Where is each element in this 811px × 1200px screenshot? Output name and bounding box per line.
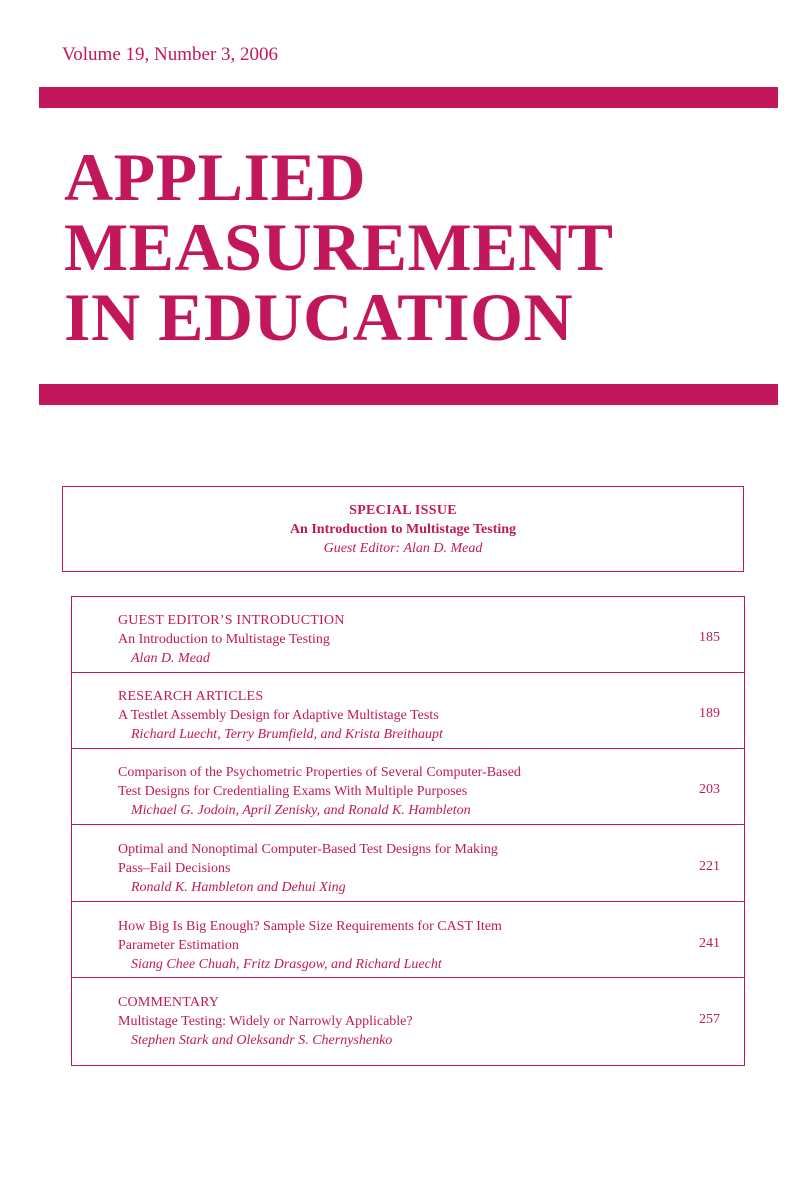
toc-article-authors: Alan D. Mead (131, 651, 210, 666)
toc-article-title: Pass–Fail Decisions (118, 861, 231, 876)
toc-page-number: 221 (699, 859, 720, 874)
special-issue-box (62, 486, 744, 572)
special-issue-heading: SPECIAL ISSUE (349, 503, 457, 518)
journal-title-line-3: IN EDUCATION (64, 279, 574, 355)
toc-article-authors: Ronald K. Hambleton and Dehui Xing (131, 880, 346, 895)
toc-article-authors: Stephen Stark and Oleksandr S. Chernyshenko (131, 1033, 393, 1048)
guest-editor: Guest Editor: Alan D. Mead (323, 541, 483, 556)
toc-page-number: 203 (699, 782, 720, 797)
toc-entry (72, 673, 744, 749)
toc-page-number: 241 (699, 936, 720, 951)
toc-article-authors: Richard Luecht, Terry Brumfield, and Krista Breithaupt (131, 727, 443, 742)
toc-article-title: A Testlet Assembly Design for Adaptive Multistage Tests (118, 708, 439, 723)
toc-article-title: How Big Is Big Enough? Sample Size Requirements for CAST Item (118, 919, 502, 934)
toc-article-title: Comparison of the Psychometric Properties of Several Computer-Based (118, 765, 521, 780)
toc-article-title: Multistage Testing: Widely or Narrowly Applicable? (118, 1014, 413, 1029)
toc-section-heading: RESEARCH ARTICLES (118, 689, 264, 704)
toc-entry (72, 749, 744, 825)
toc-article-authors: Siang Chee Chuah, Fritz Drasgow, and Richard Luecht (131, 957, 442, 972)
volume-number: Volume 19, Number 3, 2006 (62, 44, 279, 65)
special-issue-subtitle: An Introduction to Multistage Testing (289, 522, 517, 537)
toc-entry (72, 902, 744, 978)
toc-entry (72, 597, 744, 673)
toc-entry (72, 978, 744, 1065)
toc-entry (72, 825, 744, 902)
journal-title (64, 139, 614, 355)
toc-article-title: An Introduction to Multistage Testing (118, 632, 330, 647)
toc-article-title: Test Designs for Credentialing Exams With Multiple Purposes (118, 784, 468, 799)
toc-section-heading: GUEST EDITOR’S INTRODUCTION (118, 613, 345, 628)
table-of-contents (71, 596, 745, 1066)
journal-title-line-2: MEASUREMENT (64, 209, 614, 285)
toc-article-title: Optimal and Nonoptimal Computer-Based Test Designs for Making (118, 842, 498, 857)
toc-article-authors: Michael G. Jodoin, April Zenisky, and Ronald K. Hambleton (131, 803, 471, 818)
journal-title-line-1: APPLIED (64, 139, 366, 215)
toc-section-heading: COMMENTARY (118, 995, 220, 1010)
bottom-divider-bar (39, 384, 778, 405)
toc-page-number: 185 (699, 630, 720, 645)
toc-page-number: 257 (699, 1012, 720, 1027)
toc-article-title: Parameter Estimation (118, 938, 239, 953)
toc-page-number: 189 (699, 706, 720, 721)
top-divider-bar (39, 87, 778, 108)
